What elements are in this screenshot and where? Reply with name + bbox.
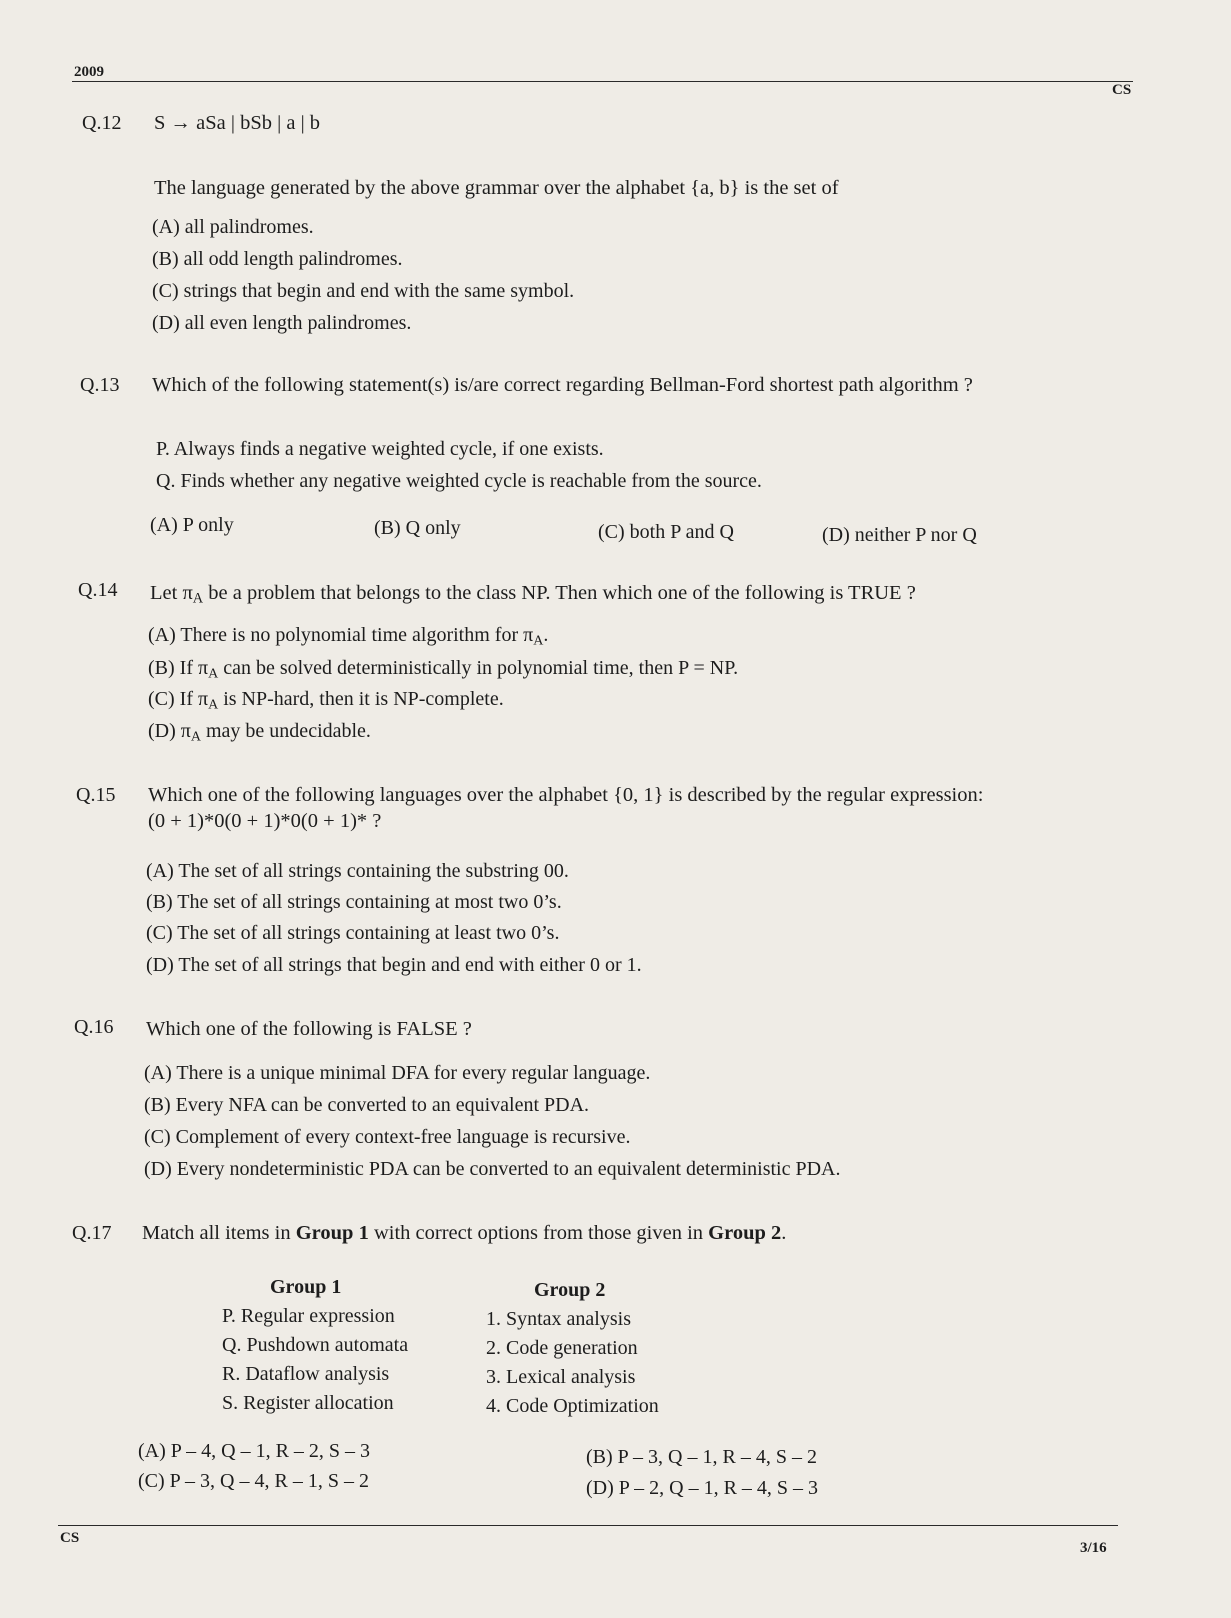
- q16-option-b: (B) Every NFA can be converted to an equivalent PDA.: [144, 1094, 590, 1116]
- q15-regex: (0 + 1)*0(0 + 1)*0(0 + 1)* ?: [148, 810, 382, 832]
- group2-item: 1. Syntax analysis: [486, 1308, 631, 1330]
- group1-item: Q. Pushdown automata: [222, 1334, 409, 1356]
- question-number: Q.16: [74, 1016, 114, 1038]
- q17-option-a: (A) P – 4, Q – 1, R – 2, S – 3: [138, 1440, 371, 1462]
- q14-stem: Let $\pi_A$ be a problem that belongs to the class NP. Then which one of the following is TRUE ?: [150, 582, 916, 607]
- q15-stem-line1: Which one of the following languages over the alphabet {0, 1} is described by the regular expression:: [148, 784, 984, 806]
- q17-stem: Match all items in Group 1 with correct options from those given in Group 2.: [142, 1222, 787, 1244]
- q14-option-d: (D) $\pi_A$ may be undecidable.: [148, 720, 371, 745]
- question-number: Q.17: [72, 1222, 112, 1244]
- q16-option-a: (A) There is a unique minimal DFA for every regular language.: [144, 1062, 651, 1084]
- header-code: CS: [1112, 82, 1132, 98]
- q12-grammar: S → aSa | bSb | a | b: [154, 112, 321, 134]
- question-number: Q.14: [78, 579, 118, 601]
- page-number: 3/16: [1080, 1540, 1107, 1556]
- q17-option-d: (D) P – 2, Q – 1, R – 4, S – 3: [586, 1477, 819, 1499]
- q13-option-c: (C) both P and Q: [598, 521, 734, 543]
- q15-option-d: (D) The set of all strings that begin and end with either 0 or 1.: [146, 954, 642, 976]
- q16-stem: Which one of the following is FALSE ?: [146, 1018, 472, 1040]
- q15-option-c: (C) The set of all strings containing at least two 0’s.: [146, 922, 560, 944]
- question-number: Q.13: [80, 374, 120, 396]
- q13-statement-q: Q. Finds whether any negative weighted cycle is reachable from the source.: [156, 470, 762, 492]
- group2-title: Group 2: [534, 1279, 606, 1301]
- q15-option-a: (A) The set of all strings containing the substring 00.: [146, 860, 569, 882]
- group2-item: 4. Code Optimization: [486, 1395, 659, 1417]
- header-year: 2009: [74, 64, 104, 80]
- q12-option-b: (B) all odd length palindromes.: [152, 248, 403, 270]
- q12-option-c: (C) strings that begin and end with the same symbol.: [152, 280, 575, 302]
- group2-item: 3. Lexical analysis: [486, 1366, 636, 1388]
- q14-option-b: (B) If $\pi_A$ can be solved deterministically in polynomial time, then P = NP.: [148, 657, 739, 682]
- question-number: Q.15: [76, 784, 116, 806]
- q16-option-d: (D) Every nondeterministic PDA can be converted to an equivalent deterministic PDA.: [144, 1158, 841, 1180]
- question-number: Q.12: [82, 112, 122, 134]
- header-rule: [72, 81, 1133, 82]
- group1-title: Group 1: [270, 1276, 342, 1298]
- q13-statement-p: P. Always finds a negative weighted cycle, if one exists.: [156, 438, 604, 460]
- q12-option-d: (D) all even length palindromes.: [152, 312, 412, 334]
- q16-option-c: (C) Complement of every context-free language is recursive.: [144, 1126, 631, 1148]
- q13-option-b: (B) Q only: [374, 517, 461, 539]
- q14-option-a: (A) There is no polynomial time algorithm for $\pi_A$.: [148, 624, 549, 649]
- q13-option-a: (A) P only: [150, 514, 234, 536]
- q14-option-c: (C) If $\pi_A$ is NP-hard, then it is NP-complete.: [148, 688, 504, 713]
- q13-option-d: (D) neither P nor Q: [822, 524, 977, 546]
- q12-stem: The language generated by the above grammar over the alphabet {a, b} is the set of: [154, 177, 839, 199]
- q17-option-b: (B) P – 3, Q – 1, R – 4, S – 2: [586, 1446, 817, 1468]
- group1-item: P. Regular expression: [222, 1305, 395, 1327]
- footer-code: CS: [60, 1530, 80, 1546]
- q17-option-c: (C) P – 3, Q – 4, R – 1, S – 2: [138, 1470, 369, 1492]
- footer-rule: [58, 1525, 1118, 1526]
- q15-option-b: (B) The set of all strings containing at most two 0’s.: [146, 891, 562, 913]
- q13-stem: Which of the following statement(s) is/are correct regarding Bellman-Ford shortest path algorithm ?: [152, 374, 973, 396]
- q12-option-a: (A) all palindromes.: [152, 216, 314, 238]
- group2-item: 2. Code generation: [486, 1337, 638, 1359]
- group1-item: R. Dataflow analysis: [222, 1363, 390, 1385]
- group1-item: S. Register allocation: [222, 1392, 394, 1414]
